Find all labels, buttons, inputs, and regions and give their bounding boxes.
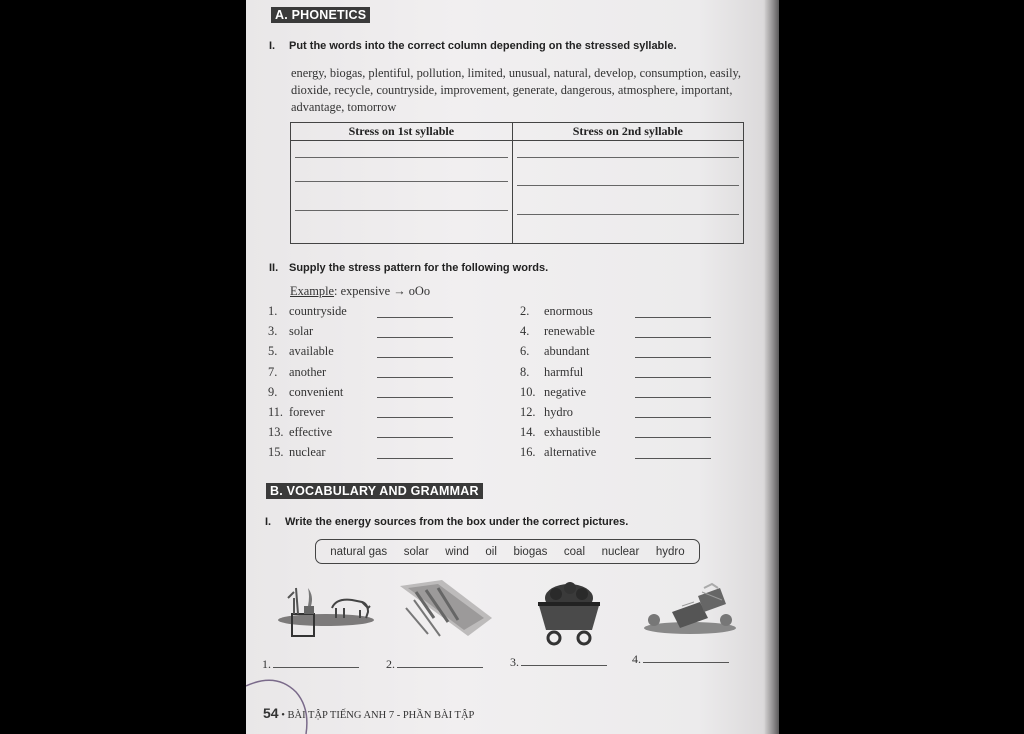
answer-blank[interactable] [635,437,711,438]
answer-blank[interactable] [635,458,711,459]
answer-blank[interactable] [635,317,711,318]
answer-blank[interactable] [377,357,453,358]
box-word: wind [445,545,469,558]
exercise-number: I. [269,40,276,52]
list-item: 13. effective [268,425,333,440]
list-item: 6. abundant [520,344,590,359]
biogas-picture [274,578,378,642]
list-item: 11. forever [268,404,325,419]
list-item: 15. nuclear [268,445,326,460]
stress-questions-left [268,304,347,466]
box-word: solar [403,545,429,558]
answer-blank[interactable] [377,317,453,318]
instruction-text: Write the energy sources from the box under the correct pictures. [285,516,629,528]
box-word: nuclear [601,545,640,558]
hydro-picture [398,578,494,638]
box-word: coal [563,545,586,558]
answer-blank[interactable] [377,437,453,438]
column-header-first-syllable: Stress on 1st syllable [291,123,513,141]
answer-blank[interactable] [377,337,453,338]
coal-picture [534,580,604,648]
picture-answer-2[interactable]: 2. [386,657,483,672]
section-b-heading: B. VOCABULARY AND GRAMMAR [266,483,483,499]
exercise-a1-instruction [269,40,677,52]
list-item: 7. another [268,364,327,379]
example-label: Example [290,284,335,298]
answer-blank[interactable] [635,357,711,358]
list-item: 14. exhaustible [520,425,601,440]
answer-blank[interactable] [635,377,711,378]
instruction-text: Supply the stress pattern for the following words. [289,262,549,274]
answer-blank[interactable] [635,337,711,338]
list-item: 2. enormous [520,304,593,318]
word-list: energy, biogas, plentiful, pollution, limited, unusual, natural, develop, consumption, easily, dioxide, recycle, countryside, improvement, generate, dangerous, atmosphere, important, advantage, tomorrow [291,66,742,114]
picture-answer-4[interactable]: 4. [632,652,729,667]
box-word: oil [485,545,497,558]
answer-blank[interactable] [377,417,453,418]
example-line [290,284,430,299]
list-item: 3. solar [268,324,314,339]
answer-blank[interactable] [377,377,453,378]
workbook-page [246,0,779,734]
energy-word-box [315,539,700,564]
page-number: 54 [263,705,279,721]
list-item: 16. alternative [520,445,597,460]
section-a-heading: A. PHONETICS [271,7,370,23]
box-word: hydro [655,545,685,558]
list-item: 8. harmful [520,364,584,379]
list-item: 10. negative [520,384,586,399]
answer-blank[interactable] [635,397,711,398]
answer-blank[interactable] [377,397,453,398]
answer-blank[interactable] [377,458,453,459]
page-binding-edge [765,0,779,734]
list-item: 12. hydro [520,404,573,419]
answer-cell-first[interactable] [291,141,513,244]
column-header-second-syllable: Stress on 2nd syllable [512,123,743,141]
list-item: 9. convenient [268,384,344,399]
answer-blank[interactable] [635,417,711,418]
stress-table [290,122,744,244]
list-item: 4. renewable [520,324,595,339]
list-item: 5. available [268,344,334,359]
picture-answer-3[interactable]: 3. [510,655,607,670]
stress-questions-right [520,304,600,466]
exercise-a2-instruction [269,262,548,274]
answer-cell-second[interactable] [512,141,743,244]
page-footer: 54 • BÀI TẬP TIẾNG ANH 7 - PHẦN BÀI TẬP [263,705,475,721]
solar-picture [642,582,738,640]
picture-answer-1[interactable]: 1. [262,657,359,672]
box-word: natural gas [330,545,388,558]
box-word: biogas [513,545,548,558]
list-item: 1. countryside [268,304,347,318]
example-text: : expensive → oOo [334,284,431,298]
exercise-b1-instruction [265,516,628,528]
instruction-text: Put the words into the correct column depending on the stressed syllable. [289,40,677,52]
pen-mark [246,672,326,734]
exercise-number: II. [269,262,279,274]
book-title: BÀI TẬP TIẾNG ANH 7 - PHẦN BÀI TẬP [287,710,475,721]
exercise-number: I. [265,516,272,528]
